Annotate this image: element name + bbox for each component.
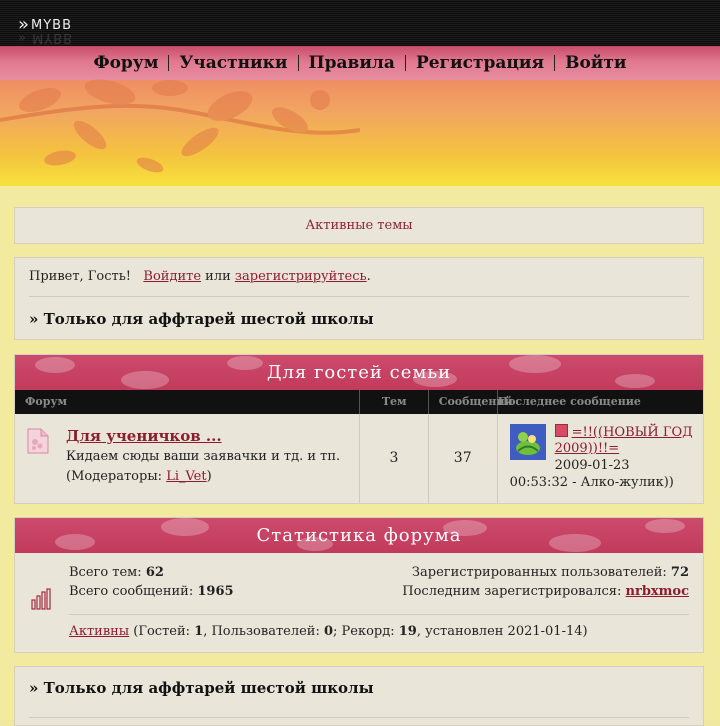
moderators-prefix: (Модераторы: [66,469,167,484]
forum-title-link[interactable]: Для ученичков ... [66,427,222,445]
category-title[interactable]: Для гостей семьи [266,362,452,383]
topics-count: 3 [360,414,429,503]
col-forum: Форум [15,390,360,414]
last-post-title [555,424,695,457]
forum-description [66,447,340,487]
total-topics-label: Всего тем: [69,565,142,580]
category-header [15,355,703,390]
last-post-time-author: 00:53:32 - Алко-жулик)) [509,475,674,490]
online-record-label: ; Рекорд: [333,624,399,639]
divider [69,614,689,615]
top-bar [0,0,720,46]
active-topics-box [14,207,704,244]
stats-header [15,518,703,553]
registered-label: Зарегистрированных пользователей: [411,565,667,580]
divider [29,296,689,297]
total-posts-value: 1965 [197,584,234,599]
bottom-box [14,666,704,726]
forum-cell [15,414,360,503]
divider [29,717,689,718]
active-topics-link[interactable]: Активные темы [305,218,413,233]
online-link[interactable]: Активны [69,624,130,639]
moderators-suffix: ) [206,469,212,484]
new-post-icon[interactable] [555,424,568,437]
total-posts-stat [69,584,234,599]
avatar[interactable] [510,424,546,460]
col-posts: Сообщений [429,390,498,414]
last-registered-stat [402,584,689,599]
online-stat [69,624,588,639]
online-guests-label: (Гостей: [129,624,195,639]
registered-value: 72 [670,565,689,580]
nav-rules[interactable]: Правила [308,53,395,73]
col-last-post: Последнее сообщение [497,395,641,408]
chevrons-icon: » [18,14,26,35]
greeting-text: Привет, Гость! [29,269,132,284]
online-record-date: , установлен 2021-01-14) [416,624,588,639]
stats-title: Статистика форума [256,525,462,546]
online-users-value: 0 [323,624,334,639]
forum-read-icon [27,428,49,454]
page-content [0,186,720,720]
last-post-link[interactable]: =!!((НОВЫЙ ГОД 2009))!!= [554,425,693,456]
breadcrumb[interactable]: » Только для аффтарей шестой школы [29,310,374,328]
welcome-line [29,269,371,284]
stats-box [14,517,704,653]
login-link[interactable]: Войдите [143,269,202,284]
forum-desc-text: Кидаем сюды ваши заявачки и тд. и тп. [66,449,341,464]
or-text: или [205,269,231,284]
col-topics: Тем [360,390,429,414]
moderator-link[interactable]: Li_Vet [166,469,207,484]
nav-login[interactable]: Войти [565,53,627,73]
total-topics-value: 62 [145,565,164,580]
total-topics-stat [69,565,164,580]
nav-members[interactable]: Участники [179,53,288,73]
table-header [15,390,703,414]
branch-silhouette [0,80,720,186]
stats-body [15,553,703,654]
registered-stat [412,565,689,580]
posts-count: 37 [429,414,498,503]
logo-reflection: » MYBB [18,30,74,45]
last-post-date: 2009-01-23 [554,458,630,473]
online-record-value: 19 [398,624,417,639]
register-link[interactable]: зарегистрируйтесь [234,269,367,284]
avatar-image [510,424,546,460]
online-users-label: , Пользователей: [203,624,324,639]
last-post-cell [498,414,703,503]
stats-chart-icon [31,588,51,610]
last-registered-link[interactable]: nrbxmoc [625,584,689,599]
mybb-logo[interactable]: » MYBB [18,14,73,35]
welcome-box [14,257,704,340]
breadcrumb-bottom[interactable]: » Только для аффтарей шестой школы [29,679,374,697]
period-text: . [366,269,371,284]
table-row [15,414,703,503]
total-posts-label: Всего сообщений: [69,584,194,599]
online-guests-value: 1 [194,624,204,639]
header-banner [0,80,720,186]
nav-register[interactable]: Регистрация [415,53,545,73]
last-registered-label: Последним зарегистрировался: [402,584,622,599]
nav-forum[interactable]: Форум [93,53,159,73]
category-box [14,354,704,504]
main-nav [0,46,720,80]
